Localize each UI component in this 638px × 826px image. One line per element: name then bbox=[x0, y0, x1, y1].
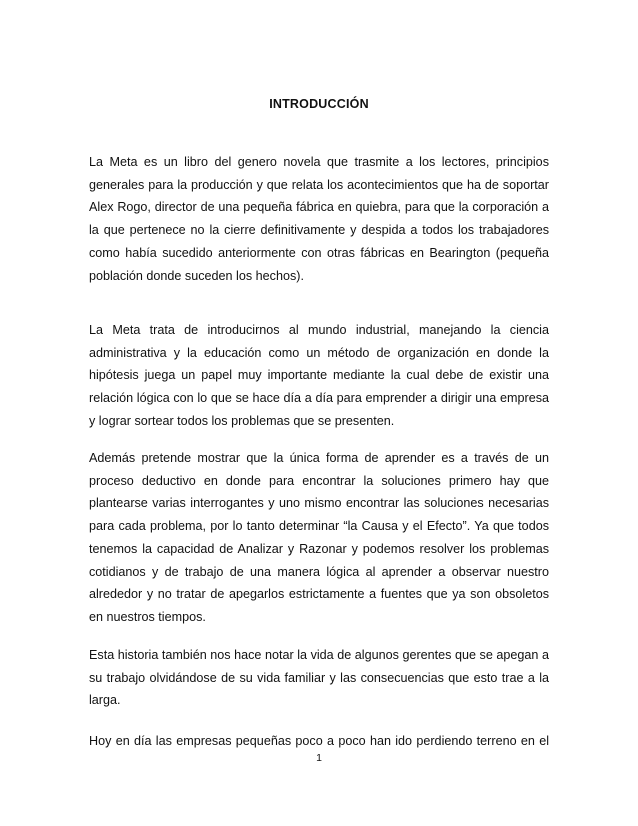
paragraph-2 bbox=[89, 319, 549, 433]
paragraph-4 bbox=[89, 644, 549, 712]
paragraph-text: Esta historia también nos hace notar la vida de algunos gerentes que se apegan a su trabajo olvidándose de su vida familiar y las consecuencias que esto trae a la larga. bbox=[89, 648, 549, 708]
page-number: 1 bbox=[316, 752, 322, 764]
paragraph-text: La Meta trata de introducirnos al mundo industrial, manejando la ciencia administrativa y la educación como un método de organización en donde la hipótesis juega un papel muy importante mediante la cual debe de existir una relación lógica con lo que se hace día a día para emprender a dirigir una empresa y lograr sortear todos los problemas que se presenten. bbox=[89, 323, 549, 428]
page-title: INTRODUCCIÓN bbox=[269, 97, 369, 111]
paragraph-1 bbox=[89, 151, 549, 287]
paragraph-text: Además pretende mostrar que la única forma de aprender es a través de un proceso deductivo en donde para encontrar la soluciones primero hay que plantearse varias interrogantes y uno mismo encontrar las soluciones necesarias para cada problema, por lo tanto determinar “la Causa y el Efecto”. Ya que todos tenemos la capacidad de Analizar y Razonar y podemos resolver los problemas cotidianos y de trabajo de una manera lógica al aprender a observar nuestro alrededor y no tratar de apegarlos estrictamente a fuentes que ya son obsoletos en nuestros tiempos. bbox=[89, 451, 549, 624]
paragraph-5 bbox=[89, 730, 549, 753]
paragraph-3 bbox=[89, 447, 549, 629]
paragraph-text: Hoy en día las empresas pequeñas poco a poco han ido perdiendo terreno en el bbox=[89, 734, 549, 748]
paragraph-text: La Meta es un libro del genero novela que trasmite a los lectores, principios generales para la producción y que relata los acontecimientos que ha de soportar Alex Rogo, director de una pequeña fábrica en quiebra, para que la corporación a la que pertenece no la cierre definitivamente y despida a todos los trabajadores como había sucedido anteriormente con otras fábricas en Bearington (pequeña población donde suceden los hechos). bbox=[89, 155, 549, 283]
